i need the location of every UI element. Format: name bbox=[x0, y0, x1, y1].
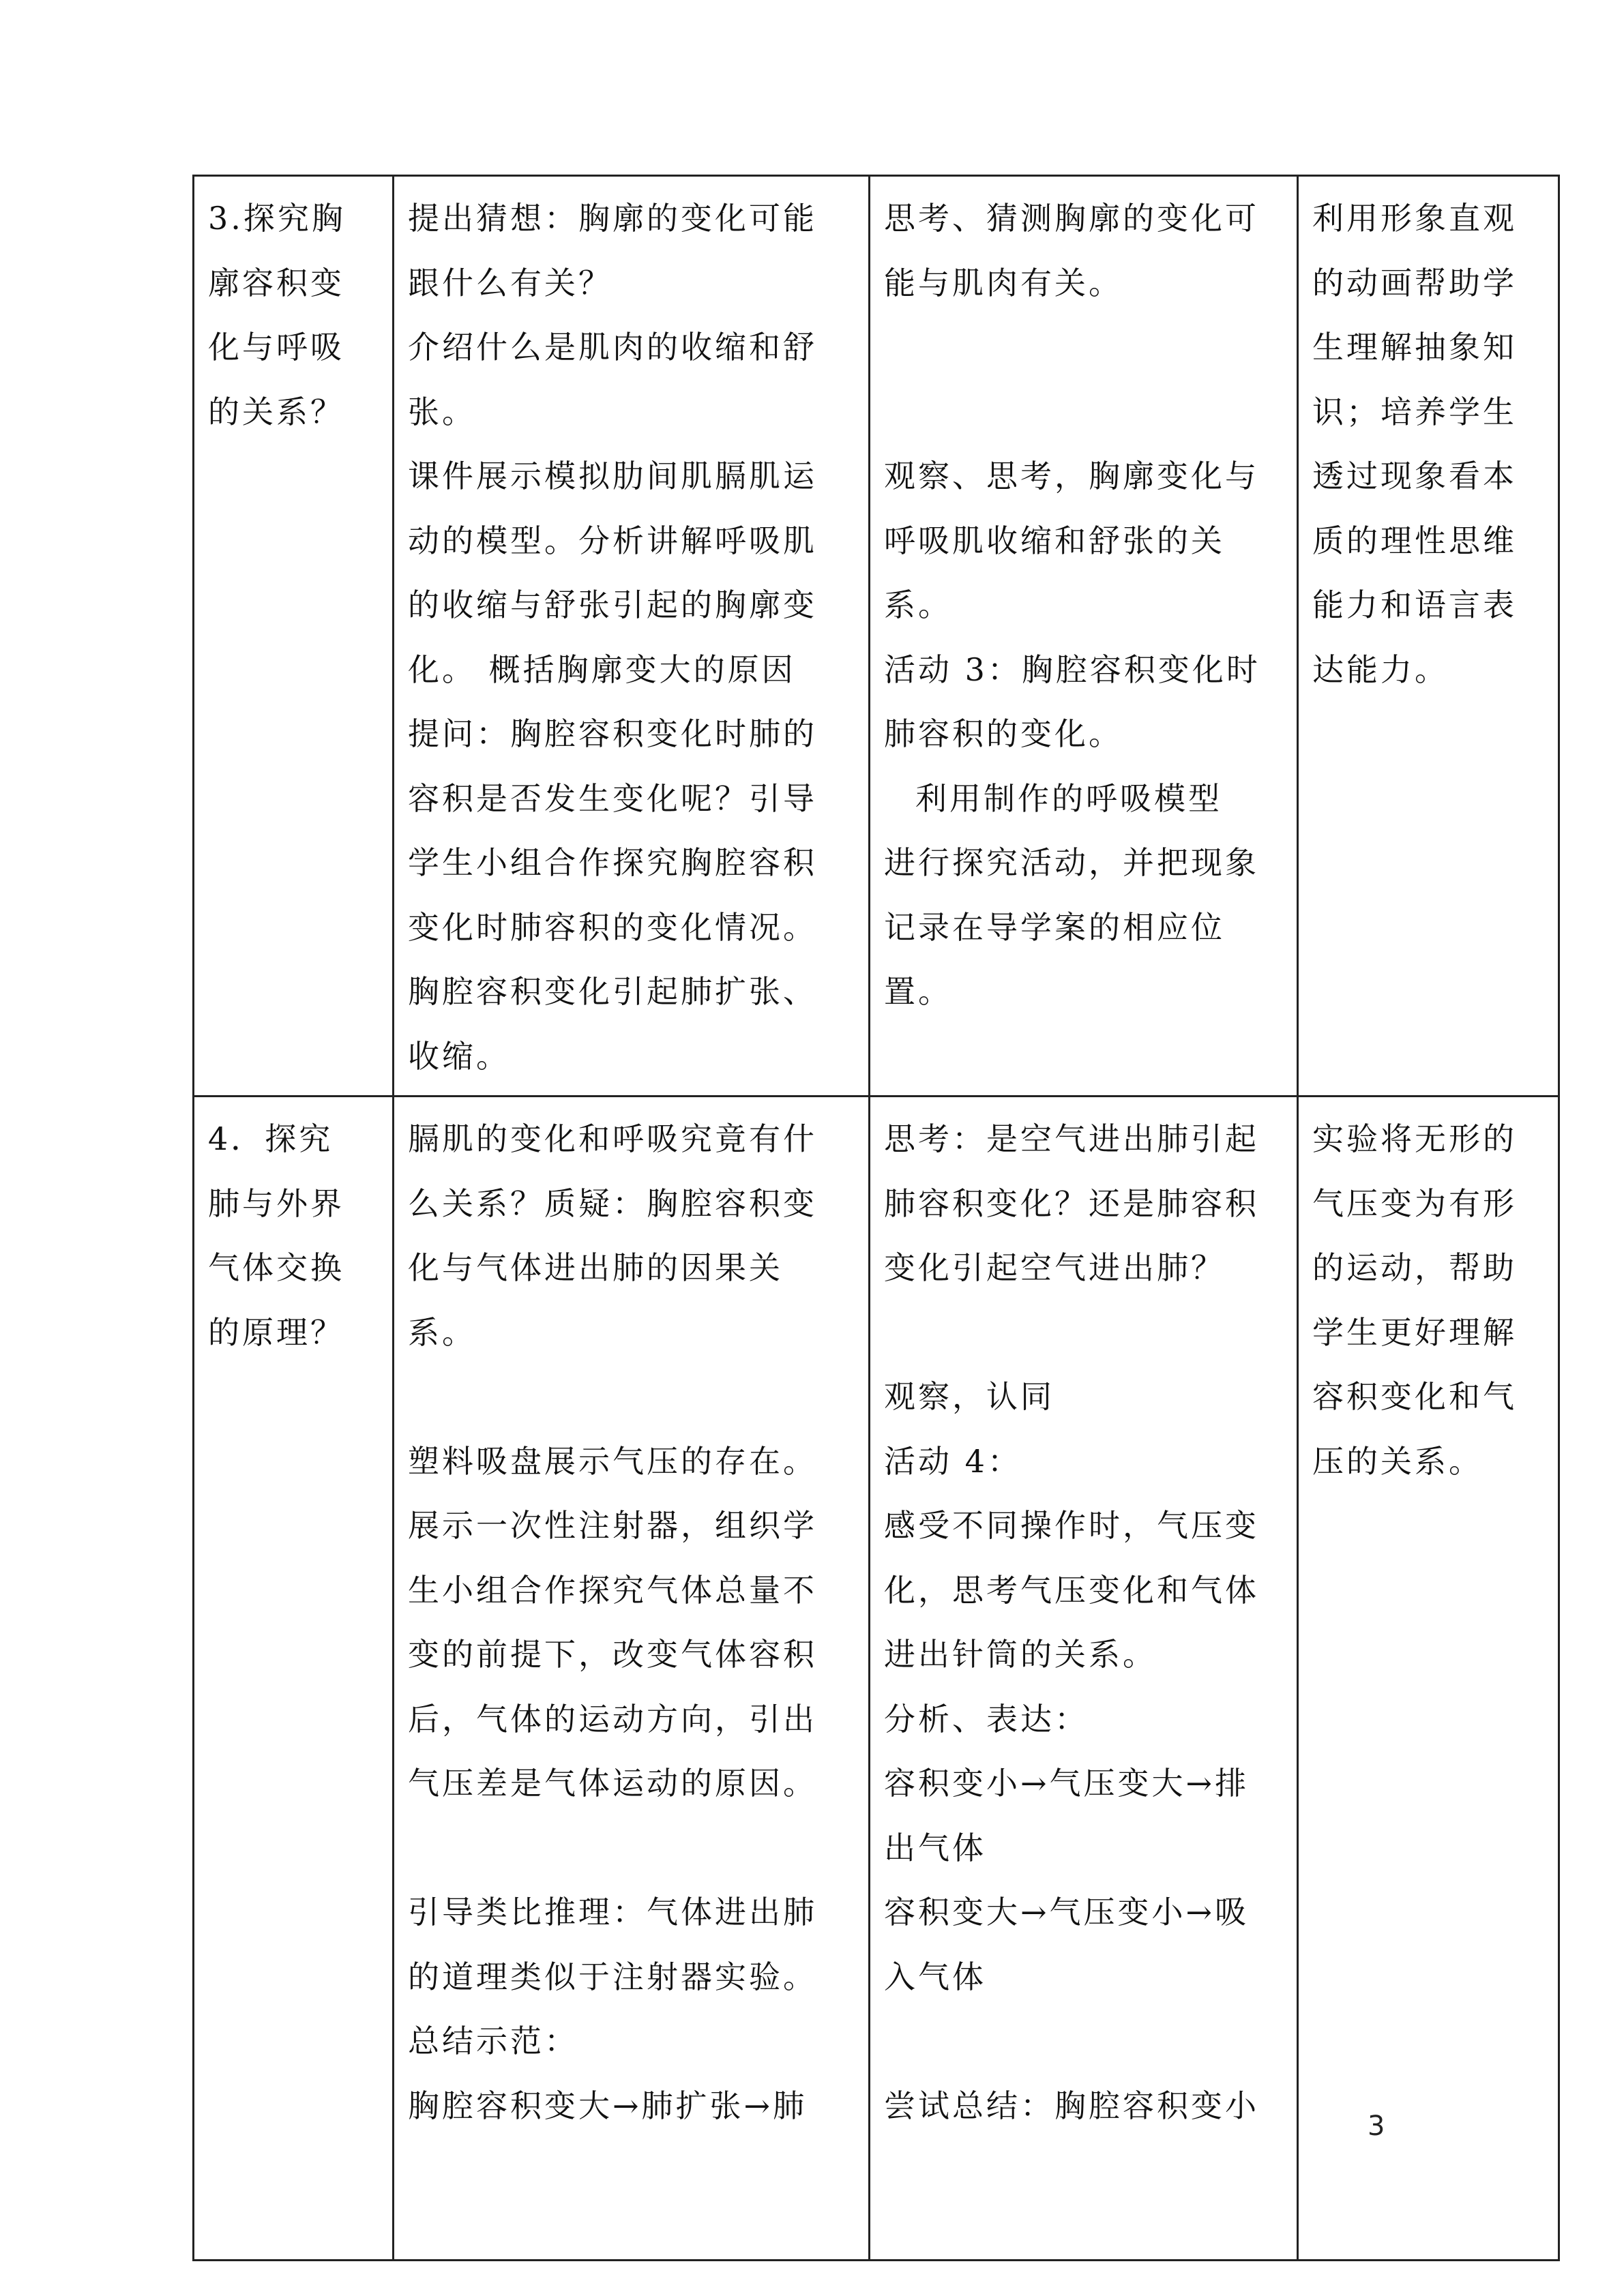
teacher-activity-cell bbox=[394, 1097, 870, 2261]
text-line: 系。 bbox=[884, 586, 952, 623]
text-line: 观察，认同 bbox=[884, 1378, 1054, 1415]
text-line: 化与呼吸 bbox=[208, 329, 344, 366]
text-line: 气压差是气体运动的原因。 bbox=[408, 1765, 817, 1802]
text-line: 总结示范： bbox=[408, 2023, 578, 2059]
text-line: 呼吸肌收缩和舒张的关 bbox=[884, 522, 1225, 559]
design-intent-cell bbox=[1298, 176, 1559, 1097]
text-line: 气压变为有形 bbox=[1312, 1184, 1517, 1222]
text-line: 气体交换 bbox=[208, 1249, 344, 1286]
text-line: 容积变化和气 bbox=[1312, 1378, 1517, 1415]
text-line: 观察、思考，胸廓变化与 bbox=[884, 458, 1259, 494]
text-line: 介绍什么是肌肉的收缩和舒 bbox=[408, 329, 817, 366]
text-line: 变化时肺容积的变化情况。 bbox=[408, 908, 817, 946]
text-line: 压的关系。 bbox=[1312, 1442, 1483, 1480]
text-line: 提出猜想：胸廓的变化可能 bbox=[408, 200, 817, 237]
text-line: 进行探究活动，并把现象 bbox=[884, 844, 1259, 881]
text-line: 化。 概括胸廓变大的原因 bbox=[408, 651, 796, 688]
text-line: 的道理类似于注射器实验。 bbox=[408, 1958, 817, 1995]
text-line: 展示一次性注射器，组织学 bbox=[408, 1507, 817, 1544]
text-line: 跟什么有关？ bbox=[408, 264, 612, 301]
text-line: 化，思考气压变化和气体 bbox=[884, 1571, 1259, 1609]
text-line: 后，气体的运动方向，引出 bbox=[408, 1700, 817, 1738]
text-line: 肺与外界 bbox=[208, 1184, 344, 1222]
text-line: 廓容积变 bbox=[208, 264, 344, 301]
text-line: 么关系？质疑：胸腔容积变 bbox=[408, 1184, 817, 1222]
text-line: 质的理性思维 bbox=[1312, 522, 1517, 559]
text-line: 3.探究胸 bbox=[208, 200, 346, 237]
text-line: 记录在导学案的相应位 bbox=[884, 908, 1225, 946]
topic-cell bbox=[194, 176, 394, 1097]
text-line: 达能力。 bbox=[1312, 651, 1449, 688]
table-row bbox=[194, 1097, 1559, 2261]
text-line: 能力和语言表 bbox=[1312, 586, 1517, 623]
text-line: 塑料吸盘展示气压的存在。 bbox=[408, 1442, 817, 1480]
text-line: 化与气体进出肺的因果关 bbox=[408, 1249, 783, 1286]
text-line: 引导类比推理：气体进出肺 bbox=[408, 1894, 817, 1930]
text-line: 提问：胸腔容积变化时肺的 bbox=[408, 715, 817, 752]
text-line: 入气体 bbox=[884, 1958, 986, 1995]
text-line: 生理解抽象知 bbox=[1312, 329, 1517, 366]
text-line: 变化引起空气进出肺？ bbox=[884, 1249, 1225, 1286]
text-line: 分析、表达： bbox=[884, 1700, 1089, 1738]
text-line: 思考：是空气进出肺引起 bbox=[884, 1120, 1259, 1157]
text-line: 张。 bbox=[408, 393, 476, 430]
lesson-plan-table bbox=[192, 175, 1560, 2261]
topic-cell bbox=[194, 1097, 394, 2261]
text-line: 的动画帮助学 bbox=[1312, 264, 1517, 301]
text-line: 活动 3：胸腔容积变化时 bbox=[884, 651, 1260, 688]
text-line: 思考、猜测胸廓的变化可 bbox=[884, 200, 1259, 237]
text-line: 容积变大→气压变小→吸 bbox=[884, 1894, 1250, 1930]
design-intent-cell bbox=[1298, 1097, 1559, 2261]
text-line: 的关系？ bbox=[208, 393, 344, 430]
text-line: 感受不同操作时，气压变 bbox=[884, 1507, 1259, 1544]
text-line: 能与肌肉有关。 bbox=[884, 264, 1123, 301]
text-line: 利用制作的呼吸模型 bbox=[915, 779, 1222, 817]
student-activity-cell bbox=[870, 1097, 1298, 2261]
page-number: 3 bbox=[1368, 2111, 1385, 2142]
text-line: 出气体 bbox=[884, 1829, 986, 1866]
text-line: 膈肌的变化和呼吸究竟有什 bbox=[408, 1120, 817, 1157]
text-line: 收缩。 bbox=[408, 1037, 510, 1075]
text-line: 学生更好理解 bbox=[1312, 1313, 1517, 1351]
teacher-activity-cell bbox=[394, 176, 870, 1097]
text-line: 实验将无形的 bbox=[1312, 1120, 1517, 1157]
text-line: 胸腔容积变化引起肺扩张、 bbox=[408, 973, 817, 1010]
text-line: 的原理？ bbox=[208, 1313, 344, 1351]
text-line: 尝试总结：胸腔容积变小 bbox=[884, 2087, 1259, 2124]
text-line: 容积是否发生变化呢？引导 bbox=[408, 779, 817, 817]
text-line: 进出针筒的关系。 bbox=[884, 1636, 1157, 1673]
text-line: 的运动，帮助 bbox=[1312, 1249, 1517, 1286]
text-line: 学生小组合作探究胸腔容积 bbox=[408, 844, 817, 881]
text-line: 动的模型。分析讲解呼吸肌 bbox=[408, 522, 817, 559]
text-line: 置。 bbox=[884, 973, 952, 1010]
text-line: 容积变小→气压变大→排 bbox=[884, 1765, 1250, 1802]
text-line: 系。 bbox=[408, 1313, 476, 1351]
text-line: 利用形象直观 bbox=[1312, 200, 1517, 237]
text-line: 肺容积的变化。 bbox=[884, 715, 1123, 752]
text-line: 的收缩与舒张引起的胸廓变 bbox=[408, 586, 817, 623]
text-line: 胸腔容积变大→肺扩张→肺 bbox=[408, 2087, 808, 2124]
student-activity-cell bbox=[870, 176, 1298, 1097]
text-line: 变的前提下，改变气体容积 bbox=[408, 1636, 817, 1673]
text-line: 识；培养学生 bbox=[1312, 393, 1517, 430]
text-line: 生小组合作探究气体总量不 bbox=[408, 1571, 817, 1609]
text-line: 课件展示模拟肋间肌膈肌运 bbox=[408, 458, 817, 494]
table-row bbox=[194, 176, 1559, 1097]
text-line: 透过现象看本 bbox=[1312, 458, 1517, 494]
text-line: 活动 4： bbox=[884, 1442, 1022, 1480]
text-line: 肺容积变化？还是肺容积 bbox=[884, 1184, 1259, 1222]
text-line: 4．探究 bbox=[208, 1120, 334, 1157]
